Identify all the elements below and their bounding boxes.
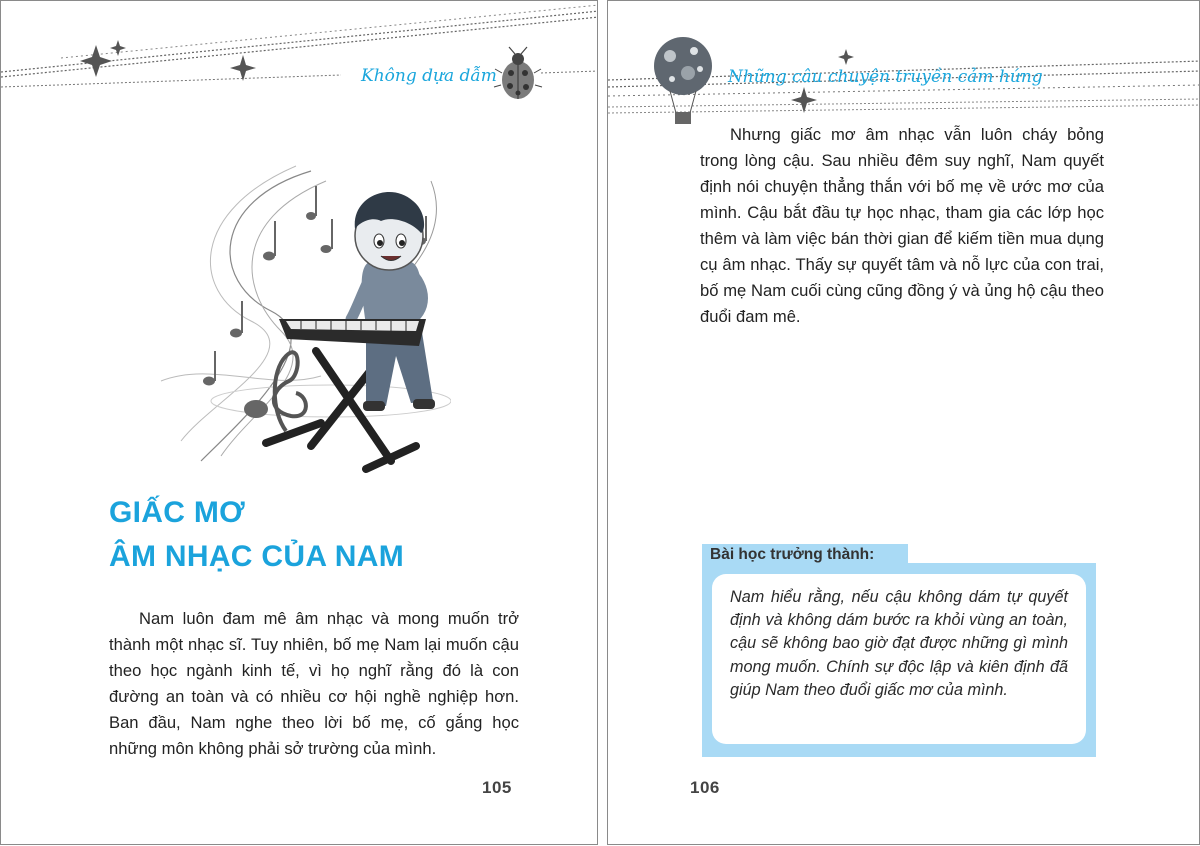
sparkle-icon [110,40,126,56]
boy-playing-keyboard-illustration [151,161,451,481]
right-page [607,0,1200,845]
story-title [109,491,404,579]
sparkle-icon [80,45,112,77]
sparkle-icon [791,87,817,113]
lesson-text: Nam hiểu rằng, nếu cậu không dám tự quyết định và không dám bước ra khỏi vùng an toàn, cậu sẽ không bao giờ đạt được những gì mình mong muốn. Chính sự độc lập và kiên định đã giúp Nam theo đuổi giấc mơ của mình. [730,588,1068,699]
lesson-title: Bài học trưởng thành: [710,546,875,563]
page-number: 105 [482,778,512,797]
title-line-1: GIẤC MƠ [109,496,246,529]
running-head: Không dựa dẫm [361,66,497,86]
left-body-paragraph: Nam luôn đam mê âm nhạc và mong muốn trở thành một nhạc sĩ. Tuy nhiên, bố mẹ Nam lại muốn cậu theo học ngành kinh tế, vì họ nghĩ rằng đó là con đường an toàn và có nhiều cơ hội nghề nghiệp hơn. Ban đầu, Nam nghe theo lời bố mẹ, cố gắng học những môn không phải sở trường của mình. [109,609,519,758]
left-page [0,0,598,845]
right-header-decoration [608,1,1200,131]
sparkle-icon [230,55,256,81]
right-body-paragraph: Nhưng giấc mơ âm nhạc vẫn luôn cháy bỏng trong lòng cậu. Sau nhiều đêm suy nghĩ, Nam quyết định nói chuyện thẳng thắn với bố mẹ về ước mơ của mình. Cậu bắt đầu tự học nhạc, tham gia các lớp học thêm và làm việc bán thời gian để kiếm tiền mua dụng cụ âm nhạc. Thấy sự quyết tâm và nỗ lực của con trai, bố mẹ Nam cuối cùng cũng đồng ý và ủng hộ cậu theo đuổi đam mê. [700,125,1104,326]
hot-air-balloon-icon [654,37,712,124]
running-head: Những câu chuyện truyền cảm hứng [728,67,1043,87]
book-gutter [598,0,607,846]
ladybug-icon [494,47,542,99]
page-number: 106 [690,778,720,797]
sparkle-icon [838,49,854,65]
title-line-2: ÂM NHẠC CỦA NAM [109,540,405,573]
left-header-decoration [1,1,598,121]
